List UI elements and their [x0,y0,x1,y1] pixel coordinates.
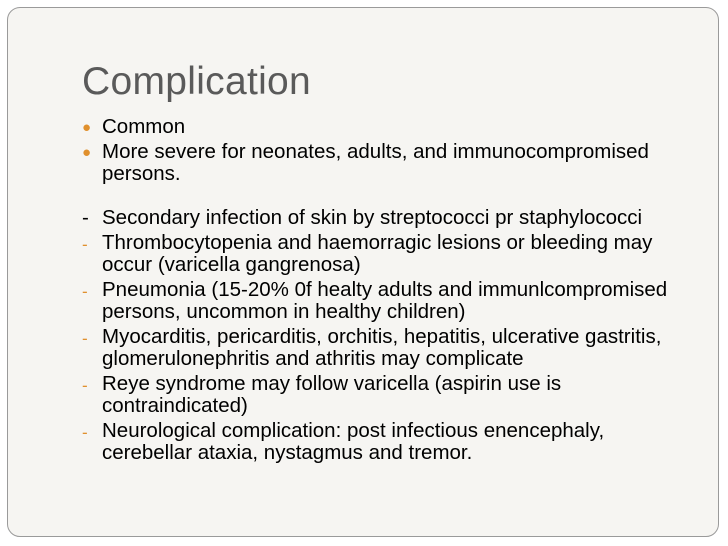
spacer [82,188,682,207]
dash-text: Reye syndrome may follow varicella (aspirin use is contraindicated) [102,372,562,417]
dash-marker: - [82,206,89,229]
bullet-item [82,116,682,138]
dash-item [82,373,682,417]
dash-text: Thrombocytopenia and haemorragic lesions or bleeding may occur (varicella gangrenosa) [102,231,653,276]
slide-title: Complication [82,60,312,103]
dash-item [82,279,682,323]
dash-item [82,420,682,464]
bullet-text: More severe for neonates, adults, and immunocompromised persons. [102,140,649,185]
dash-text: Myocarditis, pericarditis, orchitis, hepatitis, ulcerative gastritis, glomerulonephritis and athritis may complicate [102,325,662,370]
dash-item [82,232,682,276]
orange-bullet-icon: ● [82,144,92,161]
dash-text: Secondary infection of skin by streptococci pr staphylococci [102,206,643,229]
dash-marker: - [82,376,88,395]
slide-content [82,116,682,467]
dash-marker: - [82,235,88,254]
bullet-text: Common [102,115,186,138]
orange-bullet-icon: ● [82,119,92,136]
dash-text: Neurological complication: post infectious enencephaly, cerebellar ataxia, nystagmus and tremor. [102,419,605,464]
dash-text: Pneumonia (15-20% 0f healty adults and immunlcompromised persons, uncommon in healthy children) [102,278,668,323]
bullet-item [82,141,682,185]
dash-marker: - [82,423,88,442]
dash-marker: - [82,282,88,301]
dash-item [82,326,682,370]
dash-marker: - [82,329,88,348]
dash-item [82,207,682,229]
